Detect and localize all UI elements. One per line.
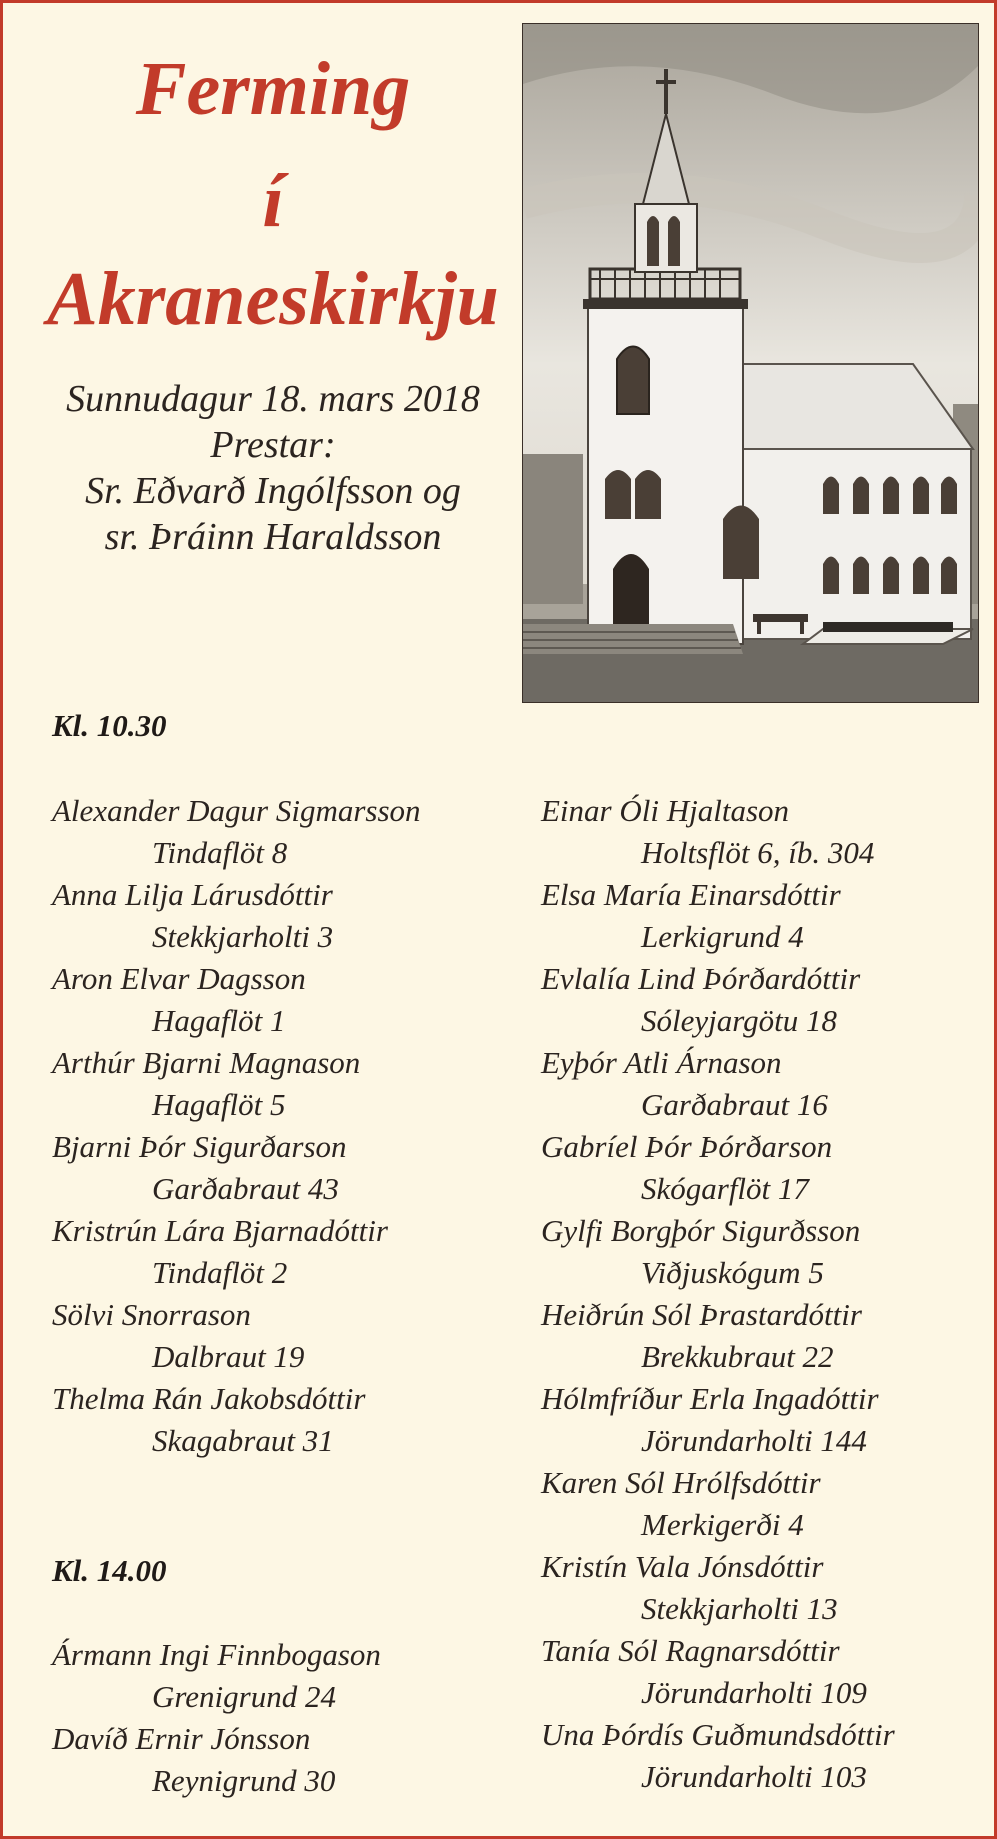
confirmand-name: Einar Óli Hjaltason: [541, 793, 790, 828]
confirmand-address: Stekkjarholti 13: [641, 1591, 838, 1626]
list-item: [52, 958, 421, 1042]
list-item: [541, 958, 895, 1042]
confirmand-name: Elsa María Einarsdóttir: [541, 877, 841, 912]
confirmand-name: Bjarni Þór Sigurðarson: [52, 1129, 347, 1164]
session-1-time: Kl. 10.30: [52, 708, 167, 743]
confirmand-address: Skagabraut 31: [152, 1423, 334, 1458]
prestar-label: Prestar:: [210, 424, 336, 466]
confirmand-address: Brekkubraut 22: [641, 1339, 834, 1374]
confirmand-address: Jörundarholti 103: [641, 1759, 867, 1794]
title-line-1: Ferming: [135, 47, 411, 131]
confirmand-name: Heiðrún Sól Þrastardóttir: [541, 1297, 862, 1332]
confirmand-name: Tanía Sól Ragnarsdóttir: [541, 1633, 840, 1668]
confirmand-name: Davíð Ernir Jónsson: [52, 1721, 311, 1756]
session-1-list: [52, 790, 421, 1462]
confirmand-address: Hagaflöt 5: [152, 1087, 286, 1122]
service-info: [23, 376, 523, 560]
confirmand-name: Aron Elvar Dagsson: [52, 961, 306, 996]
confirmand-name: Una Þórdís Guðmundsdóttir: [541, 1717, 895, 1752]
confirmand-name: Thelma Rán Jakobsdóttir: [52, 1381, 366, 1416]
list-item: [541, 790, 895, 874]
confirmand-address: Stekkjarholti 3: [152, 919, 334, 954]
right-column-list: [541, 790, 895, 1798]
priest-1: Sr. Eðvarð Ingólfsson og: [85, 470, 461, 512]
confirmand-address: Skógarflöt 17: [641, 1171, 809, 1206]
confirmand-name: Anna Lilja Lárusdóttir: [52, 877, 333, 912]
confirmand-name: Kristín Vala Jónsdóttir: [541, 1549, 824, 1584]
confirmand-address: Garðabraut 43: [152, 1171, 339, 1206]
list-item: [52, 1126, 421, 1210]
list-item: [541, 1630, 895, 1714]
confirmand-address: Tindaflöt 8: [152, 835, 288, 870]
church-photo: [522, 23, 979, 703]
confirmand-address: Jörundarholti 144: [641, 1423, 867, 1458]
service-date: Sunnudagur 18. mars 2018: [66, 378, 480, 420]
list-item: [541, 1714, 895, 1798]
confirmand-address: Viðjuskógum 5: [641, 1255, 824, 1290]
confirmand-name: Karen Sól Hrólfsdóttir: [541, 1465, 821, 1500]
list-item: [541, 874, 895, 958]
confirmand-name: Hólmfríður Erla Ingadóttir: [541, 1381, 879, 1416]
confirmand-address: Merkigerði 4: [641, 1507, 804, 1542]
title-line-3: Akraneskirkju: [47, 257, 499, 341]
list-item: [541, 1462, 895, 1546]
list-item: [541, 1546, 895, 1630]
list-item: [52, 1042, 421, 1126]
confirmand-address: Holtsflöt 6, íb. 304: [641, 835, 875, 870]
list-item: [541, 1294, 895, 1378]
confirmand-address: Grenigrund 24: [152, 1679, 336, 1714]
list-item: [52, 1210, 421, 1294]
confirmand-address: Sóleyjargötu 18: [641, 1003, 838, 1038]
confirmand-address: Dalbraut 19: [152, 1339, 305, 1374]
list-item: [541, 1210, 895, 1294]
priest-2: sr. Þráinn Haraldsson: [104, 516, 442, 558]
list-item: [541, 1042, 895, 1126]
confirmand-name: Evlalía Lind Þórðardóttir: [541, 961, 861, 996]
confirmand-address: Lerkigrund 4: [641, 919, 804, 954]
session-2-list: [52, 1634, 381, 1802]
list-item: [52, 790, 421, 874]
confirmand-address: Hagaflöt 1: [152, 1003, 286, 1038]
confirmand-name: Alexander Dagur Sigmarsson: [52, 793, 421, 828]
list-item: [541, 1126, 895, 1210]
list-item: [52, 1294, 421, 1378]
confirmand-name: Gylfi Borgþór Sigurðsson: [541, 1213, 861, 1248]
church-illustration: [523, 24, 979, 703]
confirmand-address: Tindaflöt 2: [152, 1255, 288, 1290]
list-item: [52, 1718, 381, 1802]
confirmand-name: Kristrún Lára Bjarnadóttir: [52, 1213, 388, 1248]
confirmand-address: Garðabraut 16: [641, 1087, 828, 1122]
list-item: [52, 874, 421, 958]
confirmand-address: Reynigrund 30: [152, 1763, 336, 1798]
session-2-time: Kl. 14.00: [52, 1553, 167, 1588]
confirmand-address: Jörundarholti 109: [641, 1675, 867, 1710]
list-item: [541, 1378, 895, 1462]
confirmand-name: Eyþór Atli Árnason: [541, 1045, 782, 1080]
list-item: [52, 1634, 381, 1718]
confirmand-name: Arthúr Bjarni Magnason: [52, 1045, 361, 1080]
confirmand-name: Gabríel Þór Þórðarson: [541, 1129, 833, 1164]
confirmand-name: Ármann Ingi Finnbogason: [52, 1637, 381, 1672]
title-line-2: í: [262, 159, 284, 243]
list-item: [52, 1378, 421, 1462]
confirmand-name: Sölvi Snorrason: [52, 1297, 251, 1332]
